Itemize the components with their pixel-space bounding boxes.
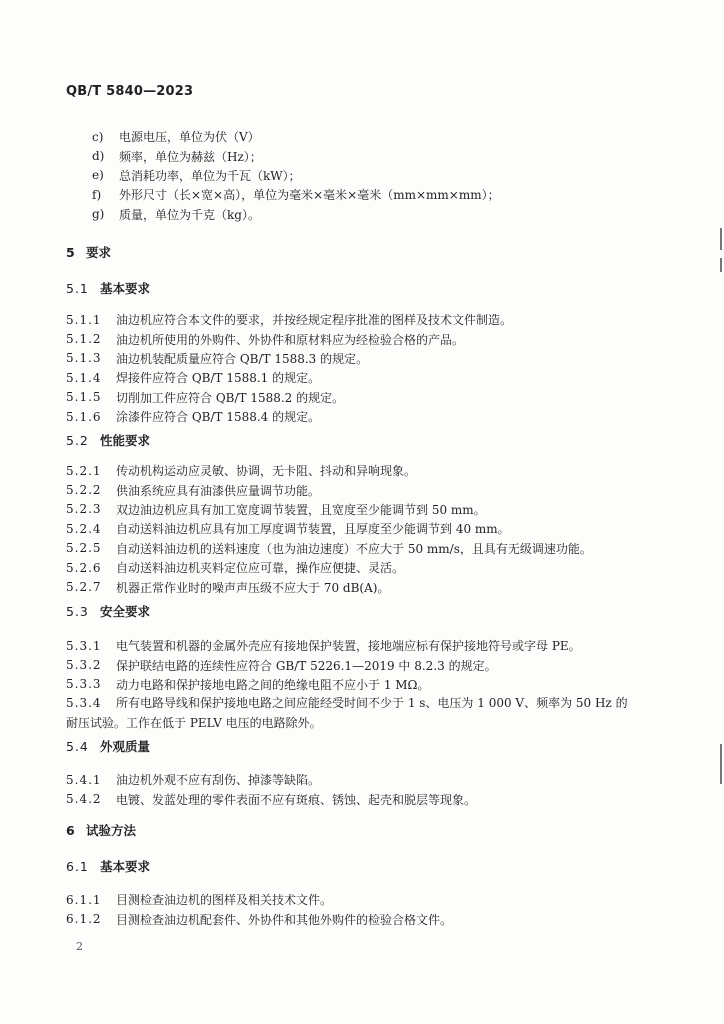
clause-text: 涂漆件应符合 QB/T 1588.4 的规定。 bbox=[116, 410, 321, 425]
list-text: 质量，单位为千克（kg）。 bbox=[119, 207, 260, 222]
section-5-1 bbox=[66, 278, 664, 426]
section-number: 6 bbox=[66, 822, 75, 838]
clause-text-continuation: 耐压试验。工作在低于 PELV 电压的电路除外。 bbox=[66, 715, 322, 730]
clause-number: 5.2.5 bbox=[66, 541, 102, 556]
clause bbox=[66, 636, 664, 655]
clause bbox=[66, 368, 664, 387]
subsection-number: 5.3 bbox=[66, 603, 89, 619]
section-6-1 bbox=[66, 856, 664, 929]
section-number: 5 bbox=[66, 244, 75, 260]
clause-text: 动力电路和保护接地电路之间的绝缘电阻不应小于 1 MΩ。 bbox=[116, 677, 430, 692]
clause bbox=[66, 500, 664, 519]
clause bbox=[66, 890, 664, 909]
list-marker: e) bbox=[92, 168, 104, 183]
list-item bbox=[92, 205, 500, 224]
section-heading bbox=[66, 820, 664, 840]
clause-text: 自动送料油边机的送料速度（也为油边速度）不应大于 50 mm/s，且具有无级调速功能。 bbox=[116, 541, 592, 556]
clause bbox=[66, 461, 664, 480]
section-5-3 bbox=[66, 601, 664, 733]
list-item bbox=[92, 166, 500, 185]
clause-number: 5.4.1 bbox=[66, 772, 102, 787]
section-title: 试验方法 bbox=[86, 823, 137, 838]
list-marker: f) bbox=[92, 187, 102, 202]
clause bbox=[66, 675, 664, 694]
clause-number: 5.1.2 bbox=[66, 332, 102, 347]
list-item bbox=[92, 185, 500, 204]
clause-text: 电气装置和机器的金属外壳应有接地保护装置，接地端应标有保护接地符号或字母 PE。 bbox=[116, 639, 581, 654]
clause-text: 切削加工件应符合 QB/T 1588.2 的规定。 bbox=[116, 390, 345, 405]
subsection-heading bbox=[66, 736, 664, 756]
list-text: 频率，单位为赫兹（Hz）； bbox=[119, 149, 262, 164]
clause bbox=[66, 694, 664, 733]
clause bbox=[66, 388, 664, 407]
section-title: 要求 bbox=[86, 245, 112, 260]
clause-number: 5.3.3 bbox=[66, 677, 102, 692]
clause-number: 5.1.3 bbox=[66, 351, 102, 366]
subsection-title: 安全要求 bbox=[100, 604, 151, 619]
clause-number: 5.1.1 bbox=[66, 312, 102, 327]
page-number: 2 bbox=[76, 940, 83, 953]
clause-number: 5.1.6 bbox=[66, 409, 102, 424]
list-text: 外形尺寸（长×宽×高），单位为毫米×毫米×毫米（mm×mm×mm）； bbox=[119, 188, 500, 203]
section-heading bbox=[66, 242, 664, 262]
list-marker: d) bbox=[92, 149, 105, 164]
clause-number: 6.1.1 bbox=[66, 892, 102, 907]
clause bbox=[66, 789, 664, 808]
subsection-number: 5.2 bbox=[66, 432, 89, 448]
list-text: 总消耗功率，单位为千瓦（kW）； bbox=[119, 168, 301, 183]
clause-text: 油边机外观不应有刮伤、掉漆等缺陷。 bbox=[116, 773, 321, 788]
clause bbox=[66, 558, 664, 577]
clause bbox=[66, 480, 664, 499]
clause bbox=[66, 577, 664, 596]
clause-number: 5.2.1 bbox=[66, 463, 102, 478]
clause bbox=[66, 909, 664, 928]
clause-text: 油边机所使用的外购件、外协件和原材料应为经检验合格的产品。 bbox=[116, 332, 465, 347]
clause bbox=[66, 349, 664, 368]
clause-text: 供油系统应具有油漆供应量调节功能。 bbox=[116, 483, 321, 498]
scan-edge-mark bbox=[720, 228, 722, 250]
clause bbox=[66, 519, 664, 538]
subsection-title: 性能要求 bbox=[100, 433, 151, 448]
clause-number: 5.2.4 bbox=[66, 521, 102, 536]
clause-text: 目测检查油边机配套件、外协件和其他外购件的检验合格文件。 bbox=[116, 912, 453, 927]
section-6 bbox=[66, 820, 664, 840]
clause-number: 5.2.2 bbox=[66, 483, 102, 498]
subsection-title: 基本要求 bbox=[100, 281, 151, 296]
clause-number: 5.2.6 bbox=[66, 560, 102, 575]
list-item bbox=[92, 127, 500, 146]
clause-text: 油边机应符合本文件的要求，并按经规定程序批准的图样及技术文件制造。 bbox=[116, 313, 513, 328]
list-text: 电源电压，单位为伏（V） bbox=[119, 130, 260, 145]
clause-text: 油边机装配质量应符合 QB/T 1588.3 的规定。 bbox=[116, 351, 369, 366]
subsection-number: 6.1 bbox=[66, 858, 89, 874]
subsection-heading bbox=[66, 278, 664, 298]
clause-text: 焊接件应符合 QB/T 1588.1 的规定。 bbox=[116, 371, 321, 386]
clause-text: 电镀、发蓝处理的零件表面不应有斑痕、锈蚀、起壳和脱层等现象。 bbox=[116, 792, 477, 807]
clause-number: 5.3.1 bbox=[66, 638, 102, 653]
clause-number: 6.1.2 bbox=[66, 912, 102, 927]
clause bbox=[66, 407, 664, 426]
clause bbox=[66, 310, 664, 329]
clause-text: 所有电路导线和保护接地电路之间应能经受时间不少于 1 s、电压为 1 000 V、频率为 50 Hz 的 bbox=[116, 696, 628, 711]
subsection-number: 5.4 bbox=[66, 738, 89, 754]
section-5 bbox=[66, 242, 664, 262]
section-5-4 bbox=[66, 736, 664, 809]
clause-number: 5.1.4 bbox=[66, 370, 102, 385]
subsection-title: 外观质量 bbox=[100, 739, 151, 754]
scan-edge-mark bbox=[720, 744, 722, 784]
clause bbox=[66, 655, 664, 674]
clause bbox=[66, 770, 664, 789]
clause-text: 双边油边机应具有加工宽度调节装置，且宽度至少能调节到 50 mm。 bbox=[116, 502, 486, 517]
scan-edge-mark bbox=[720, 258, 722, 272]
subsection-heading bbox=[66, 601, 664, 621]
marking-list bbox=[92, 127, 500, 224]
clause-text: 保护联结电路的连续性应符合 GB/T 5226.1—2019 中 8.2.3 的规定。 bbox=[116, 658, 497, 673]
list-marker: g) bbox=[92, 207, 105, 222]
clause-text: 自动送料油边机应具有加工厚度调节装置，且厚度至少能调节到 40 mm。 bbox=[116, 522, 510, 537]
clause-text: 自动送料油边机夹料定位应可靠，操作应便捷、灵活。 bbox=[116, 561, 405, 576]
clause-number: 5.4.2 bbox=[66, 792, 102, 807]
standard-number-header: QB/T 5840—2023 bbox=[66, 84, 194, 99]
subsection-heading bbox=[66, 430, 664, 450]
subsection-title: 基本要求 bbox=[100, 859, 151, 874]
list-item bbox=[92, 146, 500, 165]
list-marker: c) bbox=[92, 129, 104, 144]
clause-text: 传动机构运动应灵敏、协调，无卡阻、抖动和异响现象。 bbox=[116, 464, 417, 479]
subsection-number: 5.1 bbox=[66, 280, 89, 296]
section-5-2 bbox=[66, 430, 664, 597]
clause bbox=[66, 329, 664, 348]
clause bbox=[66, 539, 664, 558]
clause-text: 机器正常作业时的噪声声压级不应大于 70 dB(A)。 bbox=[116, 580, 390, 595]
clause-number: 5.1.5 bbox=[66, 390, 102, 405]
clause-text: 目测检查油边机的图样及相关技术文件。 bbox=[116, 893, 333, 908]
clause-number: 5.3.4 bbox=[66, 696, 102, 711]
subsection-heading bbox=[66, 856, 664, 876]
clause-number: 5.3.2 bbox=[66, 658, 102, 673]
clause-number: 5.2.7 bbox=[66, 580, 102, 595]
clause-number: 5.2.3 bbox=[66, 502, 102, 517]
